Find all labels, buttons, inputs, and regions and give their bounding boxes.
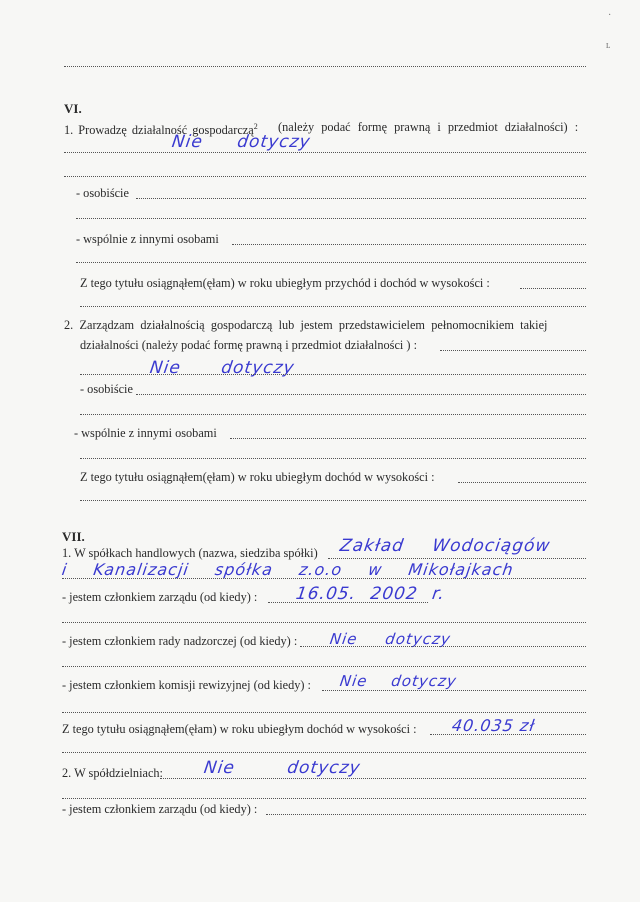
- answer-line: [160, 778, 586, 779]
- answer-line: [80, 374, 586, 375]
- dotted-line: [80, 414, 586, 415]
- dotted-line: [64, 66, 586, 67]
- handwritten-answer: Nie dotyczy: [328, 630, 453, 648]
- section-number: VII.: [62, 529, 85, 544]
- answer-line: [328, 558, 586, 559]
- dotted-line: [76, 218, 586, 219]
- handwritten-answer: Nie dotyczy: [170, 132, 312, 152]
- question-label: 1. Prowadzę działalność gospodarczą: [64, 123, 254, 138]
- answer-line: [430, 734, 586, 735]
- answer-line: [322, 690, 586, 691]
- question-text: 2. Zarządzam działalnością gospodarczą lub jestem przedstawicielem pełnomocnikiem takiej: [64, 318, 548, 332]
- dotted-line: [62, 666, 586, 667]
- dotted-line: [62, 798, 586, 799]
- dotted-line: [64, 176, 586, 177]
- field-label: Z tego tytułu osiągnąłem(ęłam) w roku ubiegłym przychód i dochód w wysokości :: [80, 276, 490, 290]
- scan-mark: ʟ: [606, 40, 611, 51]
- field-label: - osobiście: [80, 382, 133, 396]
- question-text: 1. W spółkach handlowych (nazwa, siedziba spółki): [62, 546, 318, 560]
- section-number: VI.: [64, 101, 82, 116]
- answer-line: [268, 602, 428, 603]
- dotted-line: [62, 622, 586, 623]
- handwritten-answer: 16.05. 2002 r.: [294, 584, 447, 604]
- handwritten-answer: 40.035 zł: [450, 716, 537, 735]
- field-label: - wspólnie z innymi osobami: [74, 426, 217, 440]
- dotted-line: [76, 262, 586, 263]
- dotted-line: [266, 814, 586, 815]
- dotted-line: [520, 288, 586, 289]
- footnote-ref: 2: [253, 122, 258, 131]
- field-label: Z tego tytułu osiągnąłem(ęłam) w roku ubiegłym dochód w wysokości :: [62, 722, 417, 736]
- question-instruction: (należy podać formę prawną i przedmiot działalności) :: [278, 120, 579, 134]
- field-label: - osobiście: [76, 186, 129, 200]
- field-label: - jestem członkiem zarządu (od kiedy) :: [62, 590, 258, 604]
- answer-line: [64, 152, 586, 153]
- dotted-line: [458, 482, 586, 483]
- dotted-line: [232, 244, 586, 245]
- dotted-line: [136, 198, 586, 199]
- dotted-line: [136, 394, 586, 395]
- dotted-line: [80, 458, 586, 459]
- dotted-line: [62, 712, 586, 713]
- handwritten-answer: i Kanalizacji spółka z.o.o w Mikołajkach: [60, 560, 516, 579]
- dotted-line: [80, 306, 586, 307]
- answer-line: [300, 646, 586, 647]
- field-label: - jestem członkiem komisji rewizyjnej (od kiedy) :: [62, 678, 311, 692]
- answer-line: [62, 578, 586, 579]
- dotted-line: [62, 752, 586, 753]
- question-instruction: działalności (należy podać formę prawną i przedmiot działalności ) :: [80, 338, 417, 352]
- field-label: Z tego tytułu osiągnąłem(ęłam) w roku ubiegłym dochód w wysokości :: [80, 470, 435, 484]
- field-label: - wspólnie z innymi osobami: [76, 232, 219, 246]
- scan-mark: ·: [608, 10, 612, 21]
- dotted-line: [230, 438, 586, 439]
- field-label: - jestem członkiem zarządu (od kiedy) :: [62, 802, 258, 816]
- handwritten-answer: Nie dotyczy: [202, 758, 362, 778]
- handwritten-answer: Nie dotyczy: [148, 358, 296, 378]
- question-text: 2. W spółdzielniach:: [62, 766, 163, 780]
- handwritten-answer: Zakład Wodociągów: [338, 536, 552, 556]
- dotted-line: [80, 500, 586, 501]
- handwritten-answer: Nie dotyczy: [338, 672, 459, 690]
- field-label: - jestem członkiem rady nadzorczej (od kiedy) :: [62, 634, 298, 648]
- dotted-line: [440, 350, 586, 351]
